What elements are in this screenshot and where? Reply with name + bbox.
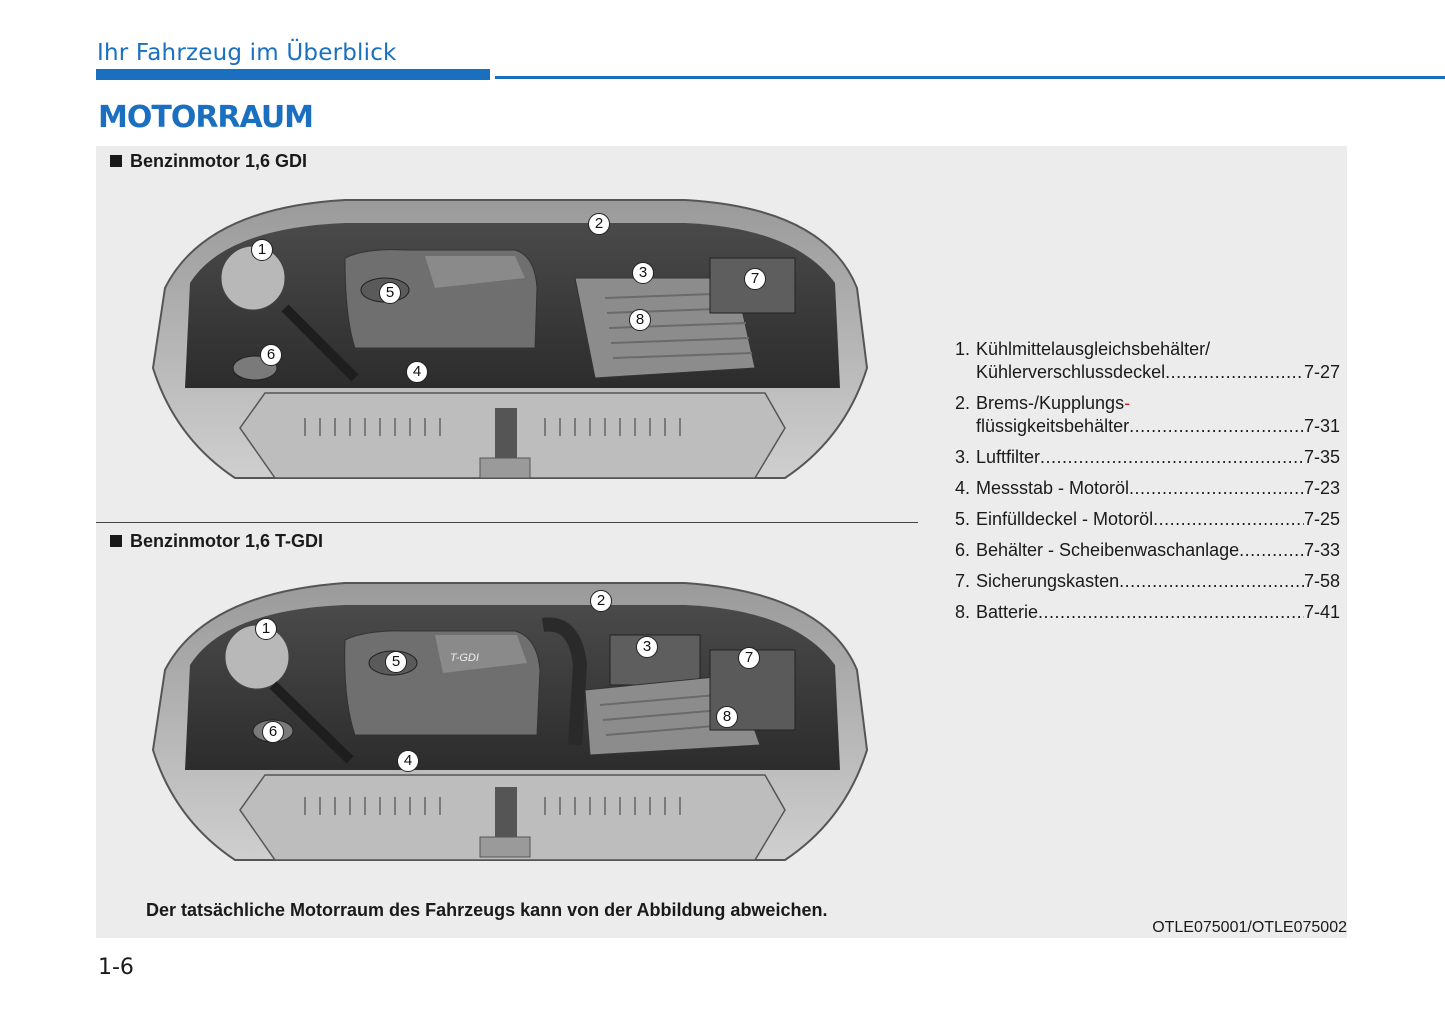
section-title: MOTORRAUM [98, 100, 314, 135]
legend-page-ref: 7-35 [1303, 447, 1340, 467]
figure-divider [96, 522, 918, 523]
t-gdi-badge: T-GDI [450, 652, 479, 664]
legend-number: 7. [955, 571, 971, 591]
callout-5: 5 [385, 651, 407, 673]
figure-2-label [110, 531, 323, 552]
parts-legend [955, 338, 1340, 632]
legend-page-ref: 7-58 [1303, 571, 1340, 591]
chapter-title: Ihr Fahrzeug im Überblick [97, 40, 397, 66]
legend-text: Batterie [976, 602, 1039, 622]
legend-page-ref: 7-33 [1303, 540, 1340, 560]
callout-5: 5 [379, 282, 401, 304]
leader-dots [1239, 539, 1304, 562]
legend-text: Luftfilter [976, 447, 1041, 467]
legend-text: Sicherungskasten [976, 571, 1120, 591]
legend-page-ref: 7-31 [1303, 416, 1340, 436]
legend-item [955, 508, 1340, 531]
callout-8: 8 [716, 706, 738, 728]
callout-1: 1 [251, 239, 273, 261]
hyphen-mark: - [1124, 393, 1131, 413]
engine-illustration-gdi [145, 178, 875, 508]
leader-dots [1153, 508, 1304, 531]
figure-2-label-text: Benzinmotor 1,6 T-GDI [130, 531, 324, 551]
page-number: 1-6 [98, 955, 134, 980]
legend-item [955, 570, 1340, 593]
header-rule-thick [96, 69, 490, 80]
legend-text: Kühlerverschlussdeckel [976, 362, 1166, 382]
legend-number: 6. [955, 540, 971, 560]
callout-2: 2 [588, 213, 610, 235]
legend-text: Messstab - Motoröl [976, 478, 1130, 498]
leader-dots [1165, 361, 1304, 384]
bullet-square-icon [110, 155, 122, 167]
legend-item [955, 601, 1340, 624]
leader-dots [1129, 477, 1304, 500]
callout-2: 2 [590, 590, 612, 612]
bullet-square-icon [110, 535, 122, 547]
callout-7: 7 [738, 647, 760, 669]
legend-page-ref: 7-27 [1303, 362, 1340, 382]
legend-number: 1. [955, 339, 971, 359]
callout-8: 8 [629, 309, 651, 331]
callout-3: 3 [632, 262, 654, 284]
legend-number: 3. [955, 447, 971, 467]
leader-dots [1129, 415, 1304, 438]
header-rule-thin [495, 76, 1445, 79]
callout-3: 3 [636, 636, 658, 658]
engine-illustration-tgdi [145, 565, 875, 885]
image-code: OTLE075001/OTLE075002 [1152, 919, 1347, 936]
callout-6: 6 [262, 721, 284, 743]
legend-number: 4. [955, 478, 971, 498]
figure-1-label-text: Benzinmotor 1,6 GDI [130, 151, 308, 171]
callout-6: 6 [260, 344, 282, 366]
legend-page-ref: 7-25 [1303, 509, 1340, 529]
legend-item [955, 338, 1340, 384]
callout-7: 7 [744, 268, 766, 290]
legend-text: Kühlmittelausgleichsbehälter/ [976, 339, 1211, 359]
legend-item [955, 539, 1340, 562]
legend-item [955, 477, 1340, 500]
legend-page-ref: 7-23 [1303, 478, 1340, 498]
legend-text: flüssigkeitsbehälter [976, 416, 1130, 436]
legend-number: 2. [955, 393, 971, 413]
legend-number: 5. [955, 509, 971, 529]
callout-1: 1 [255, 618, 277, 640]
legend-page-ref: 7-41 [1303, 602, 1340, 622]
legend-number: 8. [955, 602, 971, 622]
footnote: Der tatsächliche Motorraum des Fahrzeugs kann von der Abbildung abweichen. [146, 900, 828, 920]
callout-4: 4 [397, 750, 419, 772]
legend-item [955, 446, 1340, 469]
leader-dots [1040, 446, 1304, 469]
callout-4: 4 [406, 361, 428, 383]
leader-dots [1119, 570, 1304, 593]
figure-1-label [110, 151, 307, 172]
legend-item [955, 392, 1340, 438]
legend-text: Behälter - Scheibenwaschanlage [976, 540, 1240, 560]
leader-dots [1038, 601, 1304, 624]
legend-text: Brems-/Kupplungs [976, 393, 1125, 413]
legend-text: Einfülldeckel - Motoröl [976, 509, 1154, 529]
